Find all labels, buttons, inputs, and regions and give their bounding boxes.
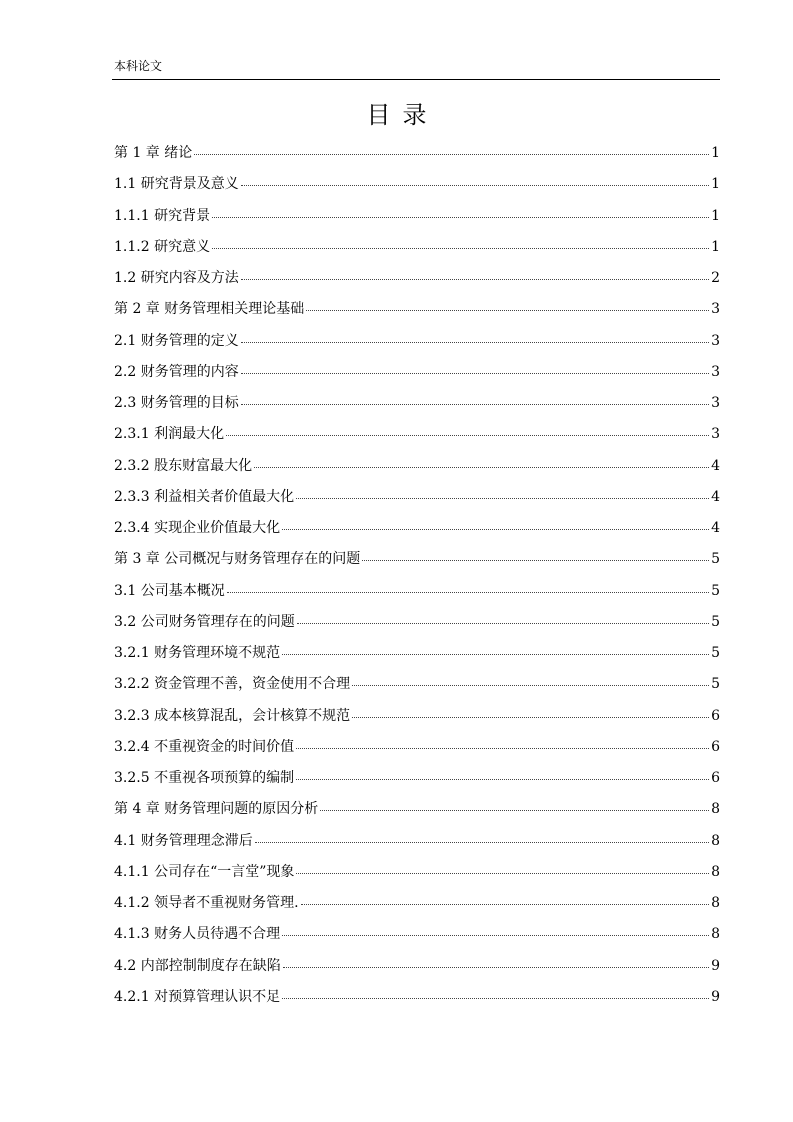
toc-entry-title: 1.1.1 研究背景	[114, 207, 211, 224]
toc-entry[interactable]	[114, 173, 720, 204]
toc-entry-title: 2.3.2 股东财富最大化	[114, 457, 253, 474]
toc-entry-title: 4.1.1 公司存在“一言堂”现象	[114, 863, 295, 880]
toc-page-number: 3	[711, 426, 720, 443]
toc-entry-title: 4.1.3 财务人员待遇不合理	[114, 926, 281, 943]
toc-entry-title: 2.3.4 实现企业价值最大化	[114, 520, 281, 536]
toc-page-number: 1	[711, 176, 720, 193]
toc-entry[interactable]	[114, 267, 720, 298]
toc-dot-leader	[241, 341, 709, 343]
toc-entry[interactable]	[114, 767, 720, 798]
toc-page-number: 8	[711, 863, 720, 880]
toc-dot-leader	[226, 434, 709, 436]
toc-dot-leader	[282, 997, 709, 999]
toc-page-number: 8	[711, 926, 720, 943]
toc-dot-leader	[362, 559, 709, 561]
toc-dot-leader	[282, 528, 709, 530]
toc-entry[interactable]	[114, 705, 720, 736]
toc-dot-leader	[282, 653, 709, 655]
toc-page-number: 6	[711, 770, 720, 786]
toc-entry[interactable]	[114, 830, 720, 861]
toc-entry[interactable]	[114, 580, 720, 611]
toc-dot-leader	[212, 247, 709, 249]
toc-entry-title: 4.1 财务管理理念滞后	[114, 832, 253, 849]
toc-entry[interactable]	[114, 955, 720, 986]
toc-dot-leader	[282, 934, 709, 936]
toc-dot-leader	[241, 278, 709, 280]
toc-dot-leader	[296, 872, 709, 874]
toc-entry-title: 3.2.5 不重视各项预算的编制	[114, 770, 295, 786]
toc-dot-leader	[241, 184, 709, 186]
toc-page-number: 8	[711, 895, 720, 911]
toc-entry-title: 3.2.1 财务管理环境不规范	[114, 645, 281, 661]
toc-entry-title: 1.1.2 研究意义	[114, 238, 211, 255]
toc-dot-leader	[301, 903, 709, 905]
toc-entry[interactable]	[114, 361, 720, 392]
toc-page-number: 6	[711, 707, 720, 724]
toc-entry[interactable]	[114, 923, 720, 954]
toc-dot-leader	[296, 778, 709, 780]
toc-page-number: 5	[711, 551, 720, 568]
toc-dot-leader	[194, 153, 709, 155]
toc-entry[interactable]	[114, 611, 720, 642]
toc-entry[interactable]	[114, 861, 720, 892]
toc-entry[interactable]	[114, 330, 720, 361]
toc-page-number: 8	[711, 801, 720, 818]
toc-page-number: 4	[711, 457, 720, 474]
toc-page-number: 5	[711, 676, 720, 693]
toc-entry-title: 3.1 公司基本概况	[114, 582, 225, 599]
toc-page-number: 3	[711, 332, 720, 349]
toc-entry-title: 3.2 公司财务管理存在的问题	[114, 613, 295, 630]
toc-dot-leader	[283, 966, 709, 968]
toc-page-number: 6	[711, 738, 720, 755]
toc-page-number: 4	[711, 488, 720, 505]
toc-entry-title: 2.2 财务管理的内容	[114, 363, 239, 380]
toc-dot-leader	[241, 403, 709, 405]
toc-entry[interactable]	[114, 517, 720, 548]
toc-page-number: 9	[711, 957, 720, 974]
toc-title: 目录	[366, 101, 439, 129]
toc-entry[interactable]	[114, 642, 720, 673]
toc-dot-leader	[320, 809, 709, 811]
toc-entry-title: 1.1 研究背景及意义	[114, 176, 239, 193]
header-rule	[112, 79, 720, 80]
toc-page-number: 8	[711, 832, 720, 849]
toc-dot-leader	[241, 372, 709, 374]
toc-entry-title: 第 1 章 绪论	[114, 145, 193, 161]
toc-dot-leader	[352, 716, 709, 718]
toc-dot-leader	[296, 497, 709, 499]
toc-page-number: 1	[711, 207, 720, 224]
toc-entry[interactable]	[114, 548, 720, 579]
toc-page-number: 2	[711, 270, 720, 286]
toc-entry-title: 3.2.2 资金管理不善，资金使用不合理	[114, 676, 351, 693]
toc-entry[interactable]	[114, 736, 720, 767]
toc-page-number: 3	[711, 395, 720, 411]
toc-entry-title: 2.3.1 利润最大化	[114, 426, 225, 443]
toc-entry-title: 3.2.4 不重视资金的时间价值	[114, 738, 295, 755]
running-header: 本科论文	[114, 59, 163, 73]
toc-entry-title: 3.2.3 成本核算混乱，会计核算不规范	[114, 707, 351, 724]
toc-page-number: 1	[711, 238, 720, 255]
toc-entry-title: 1.2 研究内容及方法	[114, 270, 239, 286]
toc-page-number: 1	[711, 145, 720, 161]
toc-entry-title: 2.3 财务管理的目标	[114, 395, 239, 411]
toc-page-number: 3	[711, 301, 720, 318]
toc-page-number: 9	[711, 988, 720, 1005]
toc-entry[interactable]	[114, 392, 720, 423]
toc-dot-leader	[352, 684, 709, 686]
toc-entry-title: 第 4 章 财务管理问题的原因分析	[114, 801, 319, 818]
toc-dot-leader	[296, 747, 709, 749]
toc-page-number: 5	[711, 582, 720, 599]
toc-entry-title: 2.1 财务管理的定义	[114, 332, 239, 349]
toc-entry[interactable]	[114, 236, 720, 267]
toc-entry[interactable]	[114, 892, 720, 923]
toc-page-number: 3	[711, 363, 720, 380]
toc-page-number: 5	[711, 645, 720, 661]
toc-entry-title: 4.2.1 对预算管理认识不足	[114, 988, 281, 1005]
toc-dot-leader	[212, 216, 709, 218]
toc-entry-title: 4.1.2 领导者不重视财务管理.	[114, 895, 299, 911]
toc-dot-leader	[254, 466, 709, 468]
toc-entry[interactable]	[114, 423, 720, 454]
toc-dot-leader	[297, 622, 709, 624]
toc-entry-title: 2.3.3 利益相关者价值最大化	[114, 488, 295, 505]
toc-entry[interactable]	[114, 798, 720, 829]
toc-entry[interactable]	[114, 455, 720, 486]
toc-dot-leader	[227, 591, 709, 593]
toc-entry-title: 4.2 内部控制制度存在缺陷	[114, 957, 281, 974]
toc-entry-title: 第 2 章 财务管理相关理论基础	[114, 301, 305, 318]
toc-entry-title: 第 3 章 公司概况与财务管理存在的问题	[114, 551, 361, 568]
toc-page-number: 4	[711, 520, 720, 536]
toc-entry[interactable]	[114, 142, 720, 173]
toc-entry[interactable]	[114, 673, 720, 704]
toc-entry[interactable]	[114, 986, 720, 1017]
toc-page-number: 5	[711, 613, 720, 630]
toc-entry[interactable]	[114, 205, 720, 236]
toc-entry[interactable]	[114, 486, 720, 517]
toc-dot-leader	[306, 309, 709, 311]
toc-entry[interactable]	[114, 298, 720, 329]
table-of-contents	[114, 142, 720, 1017]
toc-dot-leader	[255, 841, 709, 843]
